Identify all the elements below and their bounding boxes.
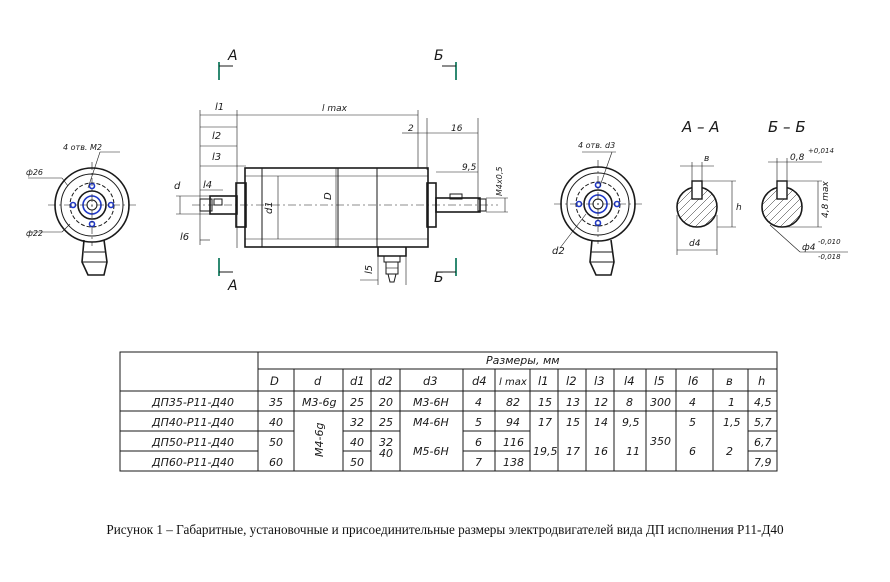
l5-label: l5 — [364, 264, 375, 274]
r1-d3: М3-6Н — [413, 396, 449, 409]
l1-label: l1 — [215, 102, 225, 113]
merged-l3-34: 16 — [594, 445, 608, 458]
col-l2: l2 — [566, 374, 577, 388]
r1-b: 1 — [728, 396, 735, 409]
bb-dia4-tol-bot: -0,018 — [818, 253, 841, 261]
merged-d3-34: М5-6Н — [413, 445, 449, 458]
r2-d3: М4-6Н — [413, 416, 449, 429]
dia-26-label: ф26 — [26, 168, 44, 177]
r1-l1: 15 — [538, 396, 552, 409]
bb-b-tol: +0,014 — [808, 147, 834, 155]
r2-h: 5,7 — [754, 416, 772, 429]
dim-16-label: 16 — [451, 124, 463, 134]
r2-l6: 5 — [689, 416, 696, 429]
bb-b-value: 0,8 — [790, 153, 805, 163]
col-d1: d1 — [350, 374, 365, 388]
r1-l5: 300 — [650, 396, 671, 409]
r2-lmax: 94 — [506, 416, 520, 429]
r1-lmax: 82 — [506, 396, 520, 409]
d-label: d — [174, 181, 181, 192]
merged-b-34: 2 — [726, 445, 733, 458]
r4-D: 60 — [269, 456, 283, 469]
d2-label: d2 — [552, 246, 565, 257]
aa-d4-label: d4 — [689, 239, 701, 249]
col-lmax: l max — [499, 377, 527, 388]
r1-D: 35 — [269, 396, 283, 409]
merged-l4-34: 11 — [626, 445, 640, 458]
col-l3: l3 — [594, 374, 605, 388]
l3-label: l3 — [212, 152, 222, 163]
r3-d1: 40 — [350, 436, 364, 449]
merged-d-234: М4-6g — [313, 422, 326, 457]
l6-label: l6 — [180, 232, 190, 243]
r4-d4: 7 — [475, 456, 482, 469]
r4-h: 7,9 — [754, 456, 772, 469]
col-D: D — [270, 374, 279, 388]
col-d: d — [314, 374, 322, 388]
r1-d2: 20 — [379, 396, 393, 409]
r1-l2: 13 — [566, 396, 580, 409]
col-d4: d4 — [472, 374, 487, 388]
holes-m2-label: 4 отв. М2 — [63, 143, 102, 152]
col-l4: l4 — [624, 374, 635, 388]
r4-d1: 50 — [350, 456, 364, 469]
r2-d2: 25 — [379, 416, 393, 429]
merged-D-34: 50 — [269, 436, 283, 449]
dim-9-5-label: 9,5 — [462, 163, 477, 173]
merged-l2-34: 17 — [566, 445, 580, 458]
col-b: в — [726, 374, 733, 388]
lmax-label: l max — [322, 104, 347, 114]
aa-b-label: в — [704, 154, 710, 164]
bb-dia4-label: ф4 — [802, 243, 816, 253]
r3-lmax: 116 — [503, 436, 524, 449]
col-l5: l5 — [654, 374, 665, 388]
merged-l1-34: 19,5 — [533, 445, 558, 458]
merged-l6-34: 6 — [689, 445, 696, 458]
merged-l5-234: 350 — [650, 435, 671, 448]
left-end-view — [26, 143, 136, 275]
col-d2: d2 — [378, 374, 393, 388]
section-bb — [750, 118, 848, 261]
r2-l2: 15 — [566, 416, 580, 429]
r2-l4: 9,5 — [622, 416, 640, 429]
r2-d4: 5 — [475, 416, 482, 429]
r1-d1: 25 — [350, 396, 364, 409]
r4-lmax: 138 — [503, 456, 524, 469]
r3-d2: 32 — [379, 436, 393, 449]
r2-D: 40 — [269, 416, 283, 429]
merged-d2-34: 40 — [379, 447, 393, 460]
section-b-bottom: Б — [434, 270, 444, 286]
r1-l4: 8 — [626, 396, 633, 409]
r1-l3: 12 — [594, 396, 608, 409]
col-h: h — [758, 374, 766, 388]
section-a-top: А — [228, 48, 238, 64]
row-name-1: ДП35-Р11-Д40 — [152, 396, 235, 409]
bb-h-value: 4,8 max — [821, 181, 831, 218]
row-name-3: ДП50-Р11-Д40 — [152, 436, 235, 449]
d1-label: d1 — [264, 201, 275, 214]
l2-label: l2 — [212, 131, 222, 142]
r2-l1: 17 — [538, 416, 552, 429]
r2-d1: 32 — [350, 416, 364, 429]
dim-2-label: 2 — [408, 124, 414, 134]
row-name-4: ДП60-Р11-Д40 — [152, 456, 235, 469]
section-b-top: Б — [434, 48, 444, 64]
aa-h-label: h — [736, 203, 742, 213]
r3-d4: 6 — [475, 436, 482, 449]
r1-h: 4,5 — [754, 396, 772, 409]
dia-22-label: ф22 — [26, 229, 44, 238]
bb-dia4-tol-top: -0,010 — [818, 238, 841, 246]
holes-d3-label: 4 отв. d3 — [578, 141, 616, 150]
r2-b: 1,5 — [723, 416, 741, 429]
main-side-view — [174, 102, 508, 285]
col-l1: l1 — [538, 374, 549, 388]
figure-caption: Рисунок 1 – Габаритные, установочные и присоединительные размеры электродвигателей вида ДП исполнения Р11-Д40 — [106, 522, 784, 537]
section-aa-title: А – А — [682, 118, 720, 136]
section-aa — [665, 118, 742, 255]
dimensions-table — [120, 352, 777, 471]
section-a-bottom: А — [228, 278, 238, 294]
col-d3: d3 — [423, 374, 438, 388]
table-header-group: Размеры, мм — [486, 354, 560, 367]
thread-m4-label: M4x0,5 — [495, 166, 504, 196]
r1-l6: 4 — [689, 396, 696, 409]
r3-h: 6,7 — [754, 436, 772, 449]
right-end-view — [552, 141, 642, 275]
D-label: D — [323, 192, 334, 200]
row-name-2: ДП40-Р11-Д40 — [152, 416, 235, 429]
l4-label: l4 — [203, 180, 213, 191]
section-bb-title: Б – Б — [768, 118, 806, 136]
col-l6: l6 — [688, 374, 699, 388]
r2-l3: 14 — [594, 416, 608, 429]
r1-d4: 4 — [475, 396, 482, 409]
r1-d: М3-6g — [302, 396, 337, 409]
